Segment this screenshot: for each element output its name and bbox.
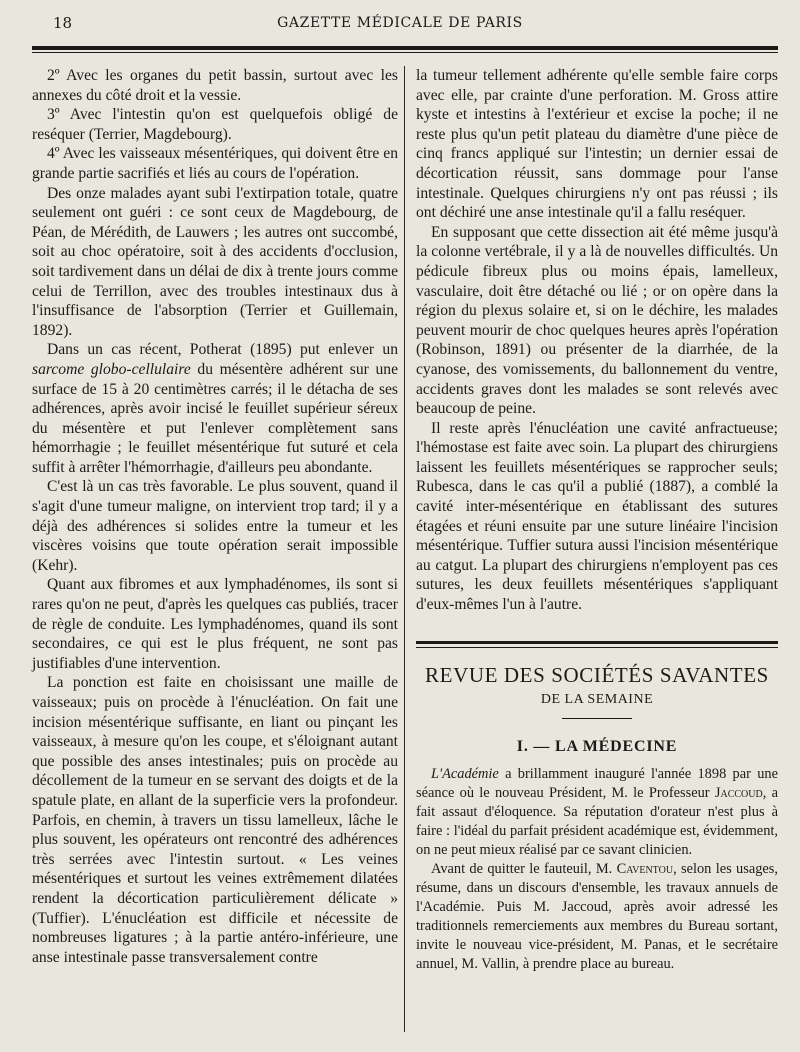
running-title: GAZETTE MÉDICALE DE PARIS (277, 15, 523, 31)
academie-text-a: a brillamment inauguré l'année 1898 par une séance où le nouveau Président, M. le Professeur (416, 765, 778, 801)
paragraph-intestin: 3º Avec l'intestin qu'on est quelquefois obligé de reséquer (Terrier, Magdebourg). (32, 106, 398, 143)
paragraph-academie (416, 765, 778, 860)
cas-recent-text-b: du mésentère adhérent sur une surface de 15 à 20 centimètres carrés; il le détacha de ses adhérences, après avoir incisé le feuillet supérieur séreux du mésentère et put l'enlever complètement sans hémorrhagie ; le feuillet mésentérique fut suturé et cela suffit à arrêter l'hémorrhagie, d'ailleurs peu abondante. (32, 360, 398, 476)
paragraph-cavite: Il reste après l'énucléation une cavité anfractueuse; l'hémostase est faite avec soin. La plupart des chirurgiens laissent les feuillets mésentériques se rapprocher seuls; Rubesca, dans le cas qu'il a publié (1887), a comblé la cavité inter-mésentérique en établissant des sutures étagées et réuni ensuite par une suture linéaire l'incision mésentérique. Tuffier sutura aussi l'incision mésentérique au catgut. La plupart des chirurgiens n'employent pas ces sutures, les deux feuillets mésentériques s'appliquant d'eux-mêmes l'un à l'autre. (416, 419, 778, 614)
paragraph-cas-favorable: C'est là un cas très favorable. Le plus souvent, quand il s'agit d'une tumeur maligne, on intervient trop tard; il y a déjà des adhérences si solides entre la tumeur et les viscères voisins que toute opération serait impossible (Kehr). (32, 478, 398, 574)
left-column (32, 66, 398, 967)
academie-term: L'Académie (431, 765, 499, 782)
paragraph-dissection: En supposant que cette dissection ait été même jusqu'à la colonne vertébrale, il y a là de nouvelles difficultés. Un pédicule fibreux plus ou moins épais, lamelleux, vasculaire, doit être détaché ou lié ; or on opère dans la région du plexus solaire et, si on le déchire, les malades peuvent mourir de choc quelques heures après l'opération (Robinson, 1891) ou présenter de la diarrhée, de la cyanose, des vomissements, du ballonnement du ventre, accidents graves dont les malades se sont relevés avec beaucoup de peine. (416, 223, 778, 418)
header-rule-thick (32, 46, 778, 50)
section-title: REVUE DES SOCIÉTÉS SAVANTES (425, 662, 769, 687)
header-rule-thin (32, 52, 778, 53)
quitter-text-a: Avant de quitter le fauteuil, M. (431, 860, 613, 877)
paragraph-cas-recent (32, 340, 398, 477)
section-short-rule (562, 718, 632, 719)
cas-recent-text-a: Dans un cas récent, Potherat (1895) put enlever un (47, 341, 398, 359)
academie-text-b: , a fait assaut d'éloquence. Sa réputation d'orateur n'est plus à faire : l'idéal du parfait président académique est, évidemment, on ne peut mieux réalisé par ce savant clinicien. (416, 784, 778, 858)
column-divider (404, 66, 405, 1032)
quitter-text-b: , selon les usages, résume, dans un discours d'ensemble, les travaux annuels de l'Académie. Puis M. Jaccoud, après avoir adressé les traditionnels remerciements aux membres du Bureau sortant, invite le nouveau vice-président, M. Panas, et le secrétaire annuel, M. Vallin, à prendre place au bureau. (416, 860, 778, 972)
section-separator-thin (416, 647, 778, 648)
section-separator-thick (416, 641, 778, 644)
paragraph-organes: 2º Avec les organes du petit bassin, surtout avec les annexes du côté droit et la vessie. (32, 67, 398, 104)
paragraph-tumeur-adherente: la tumeur tellement adhérente qu'elle semble faire corps avec elle, par crainte d'une perforation. M. Gross attire kyste et intestins à l'extérieur et excise la poche; il ne reste plus qu'un petit plateau du diamètre d'une pièce de cinq francs appliqué sur l'intestin; un dernier essai de décortication réussit, sans dommage pour l'anse intestinale. Quelques chirurgiens n'y ont pas réussi ; ils ont déchiré une anse intestinale qu'il a fallu reséquer. (416, 67, 778, 222)
quitter-name: Caventou (616, 860, 674, 877)
paragraph-quitter-fauteuil (416, 860, 778, 974)
sarcome-term: sarcome globo-cellulaire (32, 360, 191, 378)
paragraph-fibromes: Quant aux fibromes et aux lymphadénomes, ils sont si rares qu'on ne peut, d'après les quelques cas publiés, tracer de règle de conduite. Les lymphadénomes, quand ils sont secondaires, ce qui est le plus fréquent, ne sont pas justifiables d'une intervention. (32, 576, 398, 672)
paragraph-vaisseaux: 4º Avec les vaisseaux mésentériques, qui doivent être en grande partie sacrifiés et liés au cours de l'opération. (32, 145, 398, 182)
academie-president-name: Jaccoud (714, 784, 763, 801)
section-heading: I. — LA MÉDECINE (516, 738, 678, 756)
right-column (416, 66, 778, 974)
paragraph-ponction: La ponction est faite en choisissant une maille de vaisseaux; puis on procède à l'énucléation. On fait une incision mésentérique suffisante, en liant ou pinçant les vaisseaux, à mesure qu'on les coupe, et s'éloignant autant que possible des anses intestinales; puis on procède au décollement de la tumeur en se servant des doigts et de la spatule plate, en allant de la superficie vers la profondeur. Parfois, en chemin, à travers un tissu lamelleux, lâche le plus souvent, les opérateurs ont rencontré des adhérences très serrées avec l'intestin surtout. « Les veines mésentériques et surtout les veines extrêmement dilatées rendent la décortication particulièrement délicate » (Tuffier). L'énucléation est difficile et nécessite de nombreuses ligatures ; à la partie antéro-inférieure, une anse intestinale passe transversalement contre (32, 674, 398, 966)
page-number: 18 (53, 14, 73, 32)
paragraph-onze-malades: Des onze malades ayant subi l'extirpation totale, quatre seulement ont guéri : ce sont ceux de Magdebourg, de Péan, de Mérédith, de Lauwers ; les autres ont succombé, soit au choc opératoire, soit à des accidents d'occlusion, soit tardivement dans un délai de dix à trente jours comme celui de Terrillon, avec des troubles intestinaux dus à l'insuffisance de l'absorption (Terrier et Guillemain, 1892). (32, 184, 398, 339)
section-subtitle: DE LA SEMAINE (540, 691, 654, 707)
